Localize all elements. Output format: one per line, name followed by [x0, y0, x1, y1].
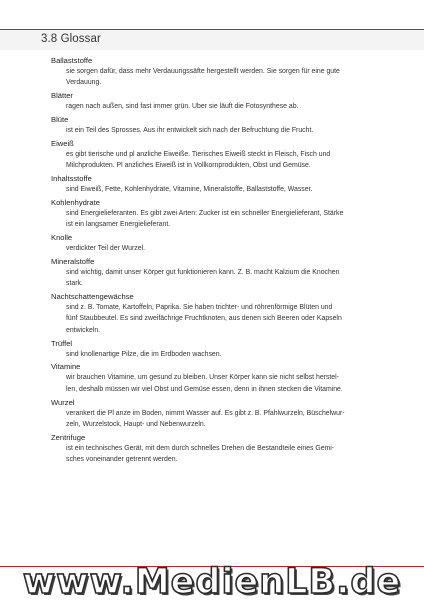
glossary-term: Ballaststoffe [51, 56, 93, 65]
glossary-term: Blüte [51, 115, 69, 124]
glossary-entry [51, 433, 381, 466]
glossary-term: Knolle [51, 233, 73, 242]
glossary-definition-line: sind Eiweiß, Fette, Kohlenhydrate, Vitamine, Mineralstoffe, Ballaststoffe, Wasser. [66, 186, 313, 193]
glossary-definition-line: sches voneinander getrennt werden. [66, 456, 178, 464]
glossary-term: Blätter [51, 91, 73, 101]
section-title: 3.8 Glossar [41, 33, 101, 45]
glossary-entry [51, 233, 381, 254]
glossary-entry [51, 56, 381, 89]
glossary-definition-line: entwickeln. [66, 326, 101, 334]
glossary-definition-line: Milchprodukten. Pl anzliches Eiweiß ist in Vollkornprodukten, Obst und Gemüse. [66, 162, 311, 170]
glossary-definition-line: sind knollenartige Pilze, die im Erdboden wachsen. [66, 350, 222, 358]
glossary-definition-line: len, deshalb müssen wir viel Obst und Gemüse essen, denn in ihnen stecken die Vitamine. [66, 385, 343, 393]
glossary-definition-line: ragen nach außen, sind fast immer grün. Uber sie läuft die Fotosynthese ab. [66, 103, 299, 111]
glossary-entry [51, 292, 381, 336]
glossary-definition-line: sie sorgen dafür, dass mehr Verdauungssäfte hergestellt werden. Sie sorgen für eine gute [66, 68, 340, 75]
glossary-entry [51, 198, 381, 231]
glossary-term: Wurzel [51, 397, 75, 407]
glossary-entry [51, 139, 381, 172]
glossary-definition-line: ist ein Teil des Sprosses. Aus ihr entwickelt sich nach der Befruchtung die Frucht. [66, 127, 314, 134]
glossary-term: Nachtschattengewächse [51, 292, 134, 301]
glossary-term: Kohlenhydrate [51, 197, 100, 207]
glossary-entry [51, 115, 381, 136]
glossary-definition-line: sind wichtig, damit unser Körper gut funktionieren kann. Z. B. macht Kalzium die Knochen [66, 268, 340, 276]
glossary-definition-line: zeln, Wurzelstock, Haupt- und Nebenwurzeln. [66, 421, 206, 429]
glossary-term: Trüffel [51, 338, 73, 348]
glossary-definition-line: sind Energielieferanten. Es gibt zwei Arten: Zucker ist ein schneller Energielieferant, Stärke [66, 209, 344, 217]
glossary-list [51, 56, 381, 466]
glossary-definition-line: ist ein langsamer Energielieferant. [66, 221, 171, 229]
glossary-entry [51, 362, 381, 395]
glossary-term: Inhaltsstoffe [51, 174, 92, 183]
glossary-term: Vitamine [51, 362, 81, 372]
glossary-definition-line: sind z. B. Tomate, Kartoffeln, Paprika. Sie haben trichter- und röhrenförmige Blüten und [66, 304, 333, 311]
glossary-entry [51, 257, 381, 290]
glossary-entry [51, 91, 381, 112]
glossary-definition-line: Verdauung. [66, 79, 102, 87]
glossary-definition-line: stark. [66, 280, 83, 288]
glossary-definition-line: es gibt tierische und pl anzliche Eiweiße. Tierisches Eiweiß steckt in Fleisch, Fisch und [66, 150, 331, 158]
glossary-definition-line: verdickter Teil der Wurzel. [66, 245, 146, 252]
glossary-term: Eiweiß [51, 138, 74, 148]
glossary-entry [51, 398, 381, 431]
glossary-entry [51, 174, 381, 195]
glossary-term: Zentrifuge [51, 432, 86, 442]
glossary-entry [51, 339, 381, 360]
glossary-definition-line: ist ein technisches Gerät, mit dem durch schnelles Drehen die Bestandteile eines Gemi- [66, 444, 335, 452]
glossary-definition-line: verankert die Pl anze im Boden, nimmt Wasser auf. Es gibt z. B. Pfahlwurzeln, Büschelwur- [66, 409, 345, 417]
glossary-term: Mineralstoffe [51, 256, 95, 266]
watermark-logo: www.MedienLB.de [22, 562, 402, 600]
glossary-definition-line: wir brauchen Vitamine, um gesund zu bleiben. Unser Körper kann sie nicht selbst herstel- [66, 374, 339, 382]
glossary-definition-line: fünf Staubbeutel. Es sind zweifächrige Fruchtknoten, aus denen sich Beeren oder Kapseln [66, 315, 342, 323]
